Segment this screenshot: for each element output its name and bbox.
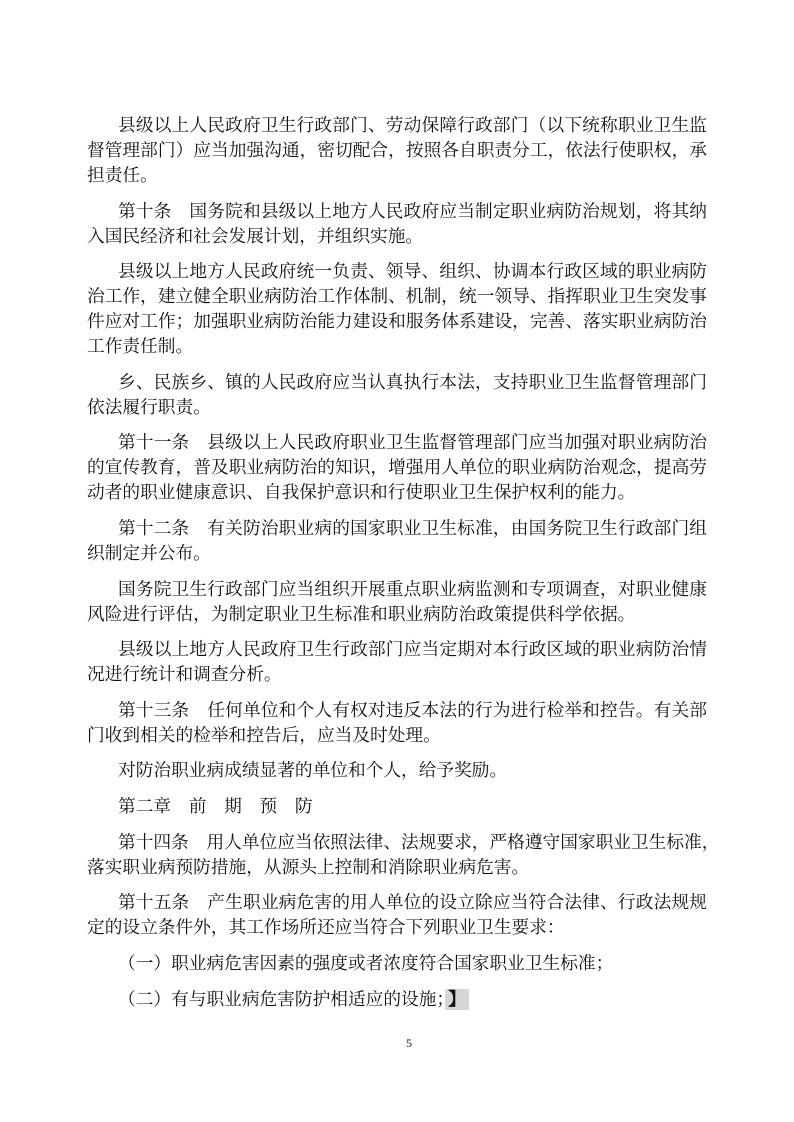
paragraph <box>87 987 707 1012</box>
text-line <box>87 260 707 285</box>
line-text: 县级以上地方人民政府统一负责、领导、组织、协调本行政区域的职业病防 <box>118 262 707 283</box>
text-line <box>87 724 707 749</box>
text-line <box>87 542 707 567</box>
text-line <box>87 225 707 250</box>
line-text: 第十四条 用人单位应当依照法律、法规要求，严格遵守国家职业卫生标准， <box>118 832 720 853</box>
text-line <box>87 759 707 784</box>
text-line <box>87 831 720 856</box>
line-text: 入国民经济和社会发展计划，并组织实施。 <box>87 226 424 247</box>
text-line <box>87 371 707 396</box>
line-text: 国务院卫生行政部门应当组织开展重点职业病监测和专项调查，对职业健康 <box>118 579 707 600</box>
line-text: 第十三条 任何单位和个人有权对违反本法的行为进行检举和控告。有关部 <box>118 700 707 721</box>
line-text: 第十条 国务院和县级以上地方人民政府应当制定职业病防治规划，将其纳 <box>118 201 707 222</box>
line-text: 对防治职业病成绩显著的单位和个人，给予奖励。 <box>118 761 508 782</box>
text-line <box>87 517 707 542</box>
line-text: 第十一条 县级以上人民政府职业卫生监督管理部门应当加强对职业病防治 <box>118 433 707 454</box>
line-text: 落实职业病预防措施，从源头上控制和消除职业病危害。 <box>87 857 530 878</box>
line-text: 依法履行职责。 <box>87 397 211 418</box>
text-line <box>87 310 707 335</box>
text-line <box>87 139 707 164</box>
text-line <box>87 952 707 977</box>
paragraph <box>87 699 707 749</box>
text-line <box>87 285 707 310</box>
paragraph <box>87 114 707 189</box>
text-line <box>87 578 707 603</box>
text-line <box>87 200 707 225</box>
line-text: 县级以上地方人民政府卫生行政部门应当定期对本行政区域的职业病防治情 <box>118 640 707 661</box>
line-text: 治工作，建立健全职业病防治工作体制、机制，统一领导、指挥职业卫生突发事 <box>87 287 707 308</box>
text-line <box>87 699 707 724</box>
text-line <box>87 987 707 1012</box>
text-line <box>87 456 707 481</box>
paragraph <box>87 371 707 421</box>
text-line <box>87 335 707 360</box>
text-line <box>87 663 707 688</box>
text-line <box>87 891 707 916</box>
line-text: 定的设立条件外，其工作场所还应当符合下列职业卫生要求： <box>87 918 565 939</box>
line-text: 工作责任制。 <box>87 337 194 358</box>
text-line <box>87 431 707 456</box>
paragraph <box>87 260 707 360</box>
line-text: 第十二条 有关防治职业病的国家职业卫生标准，由国务院卫生行政部门组 <box>118 518 707 539</box>
paragraph <box>87 578 707 628</box>
paragraph <box>87 795 707 820</box>
text-line <box>87 396 707 421</box>
text-line <box>87 164 707 189</box>
line-text: 的宣传教育，普及职业病防治的知识，增强用人单位的职业病防治观念，提高劳 <box>87 458 707 479</box>
line-text: 风险进行评估，为制定职业卫生标准和职业病防治政策提供科学依据。 <box>87 604 636 625</box>
line-text: 乡、民族乡、镇的人民政府应当认真执行本法，支持职业卫生监督管理部门 <box>118 372 707 393</box>
line-text: （二）有与职业病危害防护相适应的设施； <box>118 990 446 1011</box>
paragraph <box>87 517 707 567</box>
paragraph <box>87 759 707 784</box>
line-text: 动者的职业健康意识、自我保护意识和行使职业卫生保护权利的能力。 <box>87 483 636 504</box>
text-line <box>87 638 707 663</box>
line-text: 门收到相关的检举和控告后，应当及时处理。 <box>87 725 441 746</box>
line-text: 担责任。 <box>87 166 158 186</box>
line-text: 县级以上人民政府卫生行政部门、劳动保障行政部门（以下统称职业卫生监 <box>118 116 707 136</box>
text-line <box>87 795 707 820</box>
highlighted-bracket-mark: 】 <box>445 989 469 1010</box>
text-line <box>87 856 707 881</box>
text-line <box>87 916 707 941</box>
line-text: 第十五条 产生职业病危害的用人单位的设立除应当符合法律、行政法规规 <box>118 893 707 914</box>
paragraph <box>87 431 707 506</box>
paragraph <box>87 200 707 250</box>
page-number: 5 <box>406 1036 412 1050</box>
paragraph <box>87 638 707 688</box>
text-line <box>87 481 707 506</box>
line-text: （一）职业病危害因素的强度或者浓度符合国家职业卫生标准； <box>118 953 614 974</box>
line-text: 况进行统计和调查分析。 <box>87 665 282 686</box>
document-body <box>87 114 720 1023</box>
line-text: 第二章 前 期 预 防 <box>118 796 313 817</box>
paragraph <box>87 952 707 977</box>
paragraph <box>87 831 720 881</box>
paragraph <box>87 891 707 941</box>
text-line <box>87 114 707 139</box>
text-line <box>87 603 707 628</box>
line-text: 督管理部门）应当加强沟通，密切配合，按照各自职责分工，依法行使职权，承 <box>87 141 707 161</box>
line-text: 织制定并公布。 <box>87 543 211 564</box>
line-text: 件应对工作；加强职业病防治能力建设和服务体系建设，完善、落实职业病防治 <box>87 312 707 333</box>
